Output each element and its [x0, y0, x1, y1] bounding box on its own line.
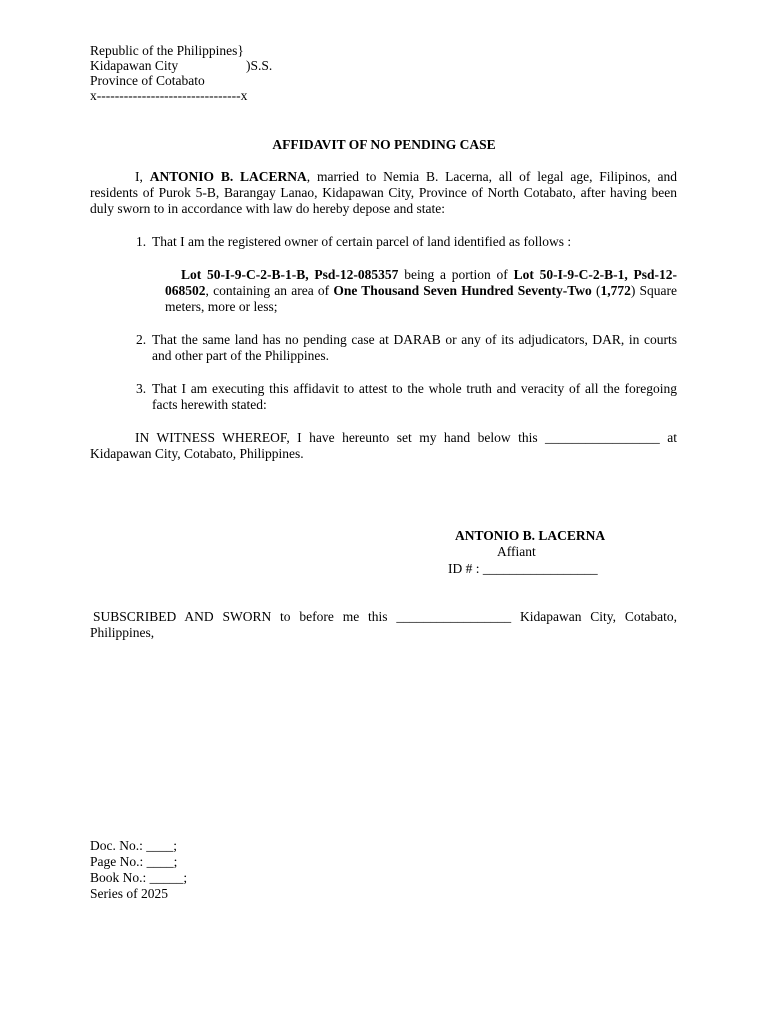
document-title: AFFIDAVIT OF NO PENDING CASE [272, 137, 496, 152]
affiant-signature-name: ANTONIO B. LACERNA [455, 528, 606, 543]
series-year: Series of 2025 [90, 886, 168, 901]
venue-province: Province of Cotabato [90, 73, 205, 88]
witness-paragraph: IN WITNESS WHEREOF, I have hereunto set my hand below this _________________ at Kidapawan City, Cotabato, Philippines. [90, 430, 677, 461]
affiant-role: Affiant [497, 544, 536, 559]
area-words: One Thousand Seven Hundred Seventy-Two [333, 283, 592, 298]
venue-republic: Republic of the Philippines} [90, 43, 244, 58]
item-1: 1. That I am the registered owner of certain parcel of land identified as follows : [136, 234, 572, 249]
item-2: 2. That the same land has no pending case at DARAB or any of its adjudicators, DAR, in courts and other part of the Philippines. [136, 332, 677, 363]
item-3: 3. That I am executing this affidavit to attest to the whole truth and veracity of all the foregoing facts herewith stated: [136, 381, 677, 412]
lot-description: Lot 50-I-9-C-2-B-1-B, Psd-12-085357 being a portion of Lot 50-I-9-C-2-B-1, Psd-12-068502, containing an area of One Thousand Seven Hundred Seventy-Two (1,772) Square meters, more or less; [165, 267, 677, 314]
book-number: Book No.: _____; [90, 870, 188, 885]
lot-id: Lot 50-I-9-C-2-B-1-B, Psd-12-085357 [181, 267, 399, 282]
area-number: 1,772 [600, 283, 631, 298]
venue-ss: )S.S. [246, 58, 273, 73]
jurat-paragraph: SUBSCRIBED AND SWORN to before me this _________________ Kidapawan City, Cotabato, Philippines, [90, 609, 677, 640]
affiant-id-line: ID # : _________________ [448, 561, 598, 576]
doc-number: Doc. No.: ____; [90, 838, 177, 853]
page-number: Page No.: ____; [90, 854, 178, 869]
venue-divider: x--------------------------------x [90, 88, 248, 103]
parent-lot: Lot 50-I-9-C-2-B-1, Psd-12-068502 [165, 267, 677, 298]
intro-paragraph: I, ANTONIO B. LACERNA, married to Nemia B. Lacerna, all of legal age, Filipinos, and residents of Purok 5-B, Barangay Lanao, Kidapawan City, Province of North Cotabato, after having been duly sworn to in accordance with law do hereby depose and state: [90, 169, 677, 216]
venue-city: Kidapawan City [90, 58, 179, 73]
affiant-name-intro: ANTONIO B. LACERNA [149, 169, 307, 184]
